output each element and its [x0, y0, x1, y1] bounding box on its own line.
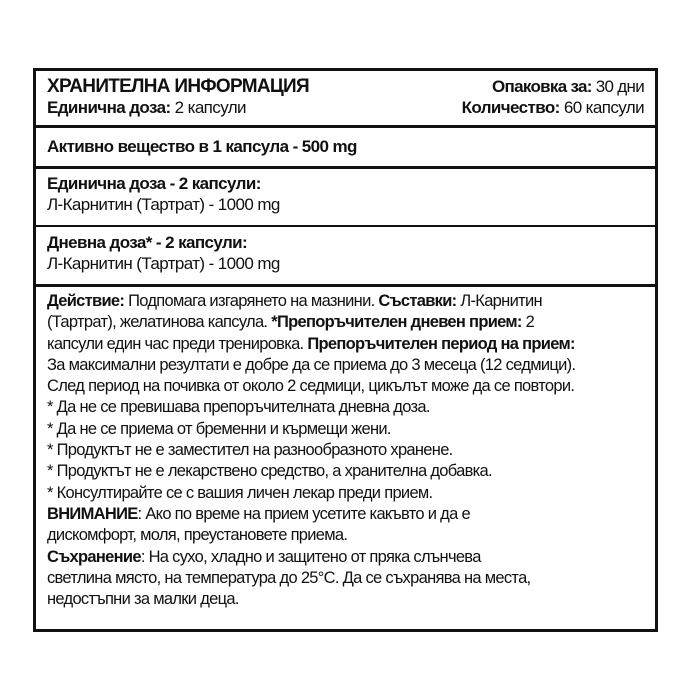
single-dose-info: [47, 98, 246, 117]
info-line: [47, 291, 649, 312]
ingredients-text: Л-Карнитин: [456, 292, 542, 310]
warning-line: * Да не се превишава препоръчителната дневна доза.: [47, 398, 430, 417]
info-line: [47, 334, 649, 355]
ingredients-text: (Тартрат), желатинова капсула.: [47, 313, 272, 332]
info-line: недостъпни за малки деца.: [47, 590, 239, 609]
info-line: [47, 547, 649, 568]
action-label: Действие:: [47, 292, 125, 310]
dose-label: Единична доза:: [47, 98, 171, 117]
info-line: дискомфорт, моля, преустановете приема.: [47, 526, 348, 545]
nutrition-label: [33, 68, 658, 632]
warning-line: * Да не се приема от бременни и кърмещи жени.: [47, 419, 391, 438]
divider: [36, 125, 655, 128]
attention-text: : Ако по време на прием усетите какъвто и да е: [137, 504, 470, 523]
intake-period-label: Препоръчителен период на прием:: [307, 334, 575, 353]
ingredients-label: Съставки:: [378, 292, 457, 310]
label-title: ХРАНИТЕЛНА ИНФОРМАЦИЯ: [47, 76, 309, 97]
label-title-row: [47, 77, 644, 97]
action-text: Подпомага изгарянето на мазнини.: [124, 292, 379, 310]
daily-intake-text: капсули един час преди тренировка.: [47, 334, 308, 353]
quantity-label: Количество:: [461, 98, 560, 117]
package-info: [492, 77, 644, 97]
storage-text: : На сухо, хладно и защитено от пряка слънчева: [140, 547, 481, 566]
daily-dose-ingredient: Л-Карнитин (Тартрат) - 1000 mg: [47, 254, 280, 273]
quantity-value: 60 капсули: [559, 98, 644, 117]
daily-intake-text: 2: [521, 313, 535, 332]
info-line: светлина място, на температура до 25°С. Да се съхранява на места,: [47, 568, 531, 587]
daily-intake-label: *Препоръчителен дневен прием:: [271, 313, 522, 332]
storage-label: Съхранение: [47, 547, 141, 566]
warning-line: * Консултирайте се с вашия личен лекар преди прием.: [47, 483, 433, 502]
info-line: След период на почивка от около 2 седмици, цикълът може да се повтори.: [47, 377, 575, 396]
divider: [36, 284, 655, 287]
info-line: [47, 312, 649, 333]
single-dose-heading: Единична доза - 2 капсули:: [47, 174, 261, 193]
active-substance: Активно вещество в 1 капсула - 500 mg: [47, 137, 357, 156]
dose-value: 2 капсули: [170, 98, 246, 117]
divider: [36, 166, 655, 169]
info-line: За максимални резултати е добре да се приема до 3 месеца (12 седмици).: [47, 355, 576, 374]
quantity-info: [462, 98, 644, 118]
package-label: Опаковка за:: [492, 77, 592, 96]
divider: [36, 225, 655, 227]
attention-label: ВНИМАНИЕ: [47, 504, 138, 523]
package-value: 30 дни: [591, 77, 644, 96]
single-dose-ingredient: Л-Карнитин (Тартрат) - 1000 mg: [47, 195, 280, 214]
info-line: [47, 504, 649, 525]
product-info: [47, 291, 649, 610]
warning-line: * Продуктът не е лекарствено средство, а хранителна добавка.: [47, 462, 492, 481]
dose-quantity-row: [47, 98, 644, 118]
warning-line: * Продуктът не е заместител на разнообразното хранене.: [47, 441, 453, 460]
daily-dose-heading: Дневна доза* - 2 капсули:: [47, 233, 248, 252]
